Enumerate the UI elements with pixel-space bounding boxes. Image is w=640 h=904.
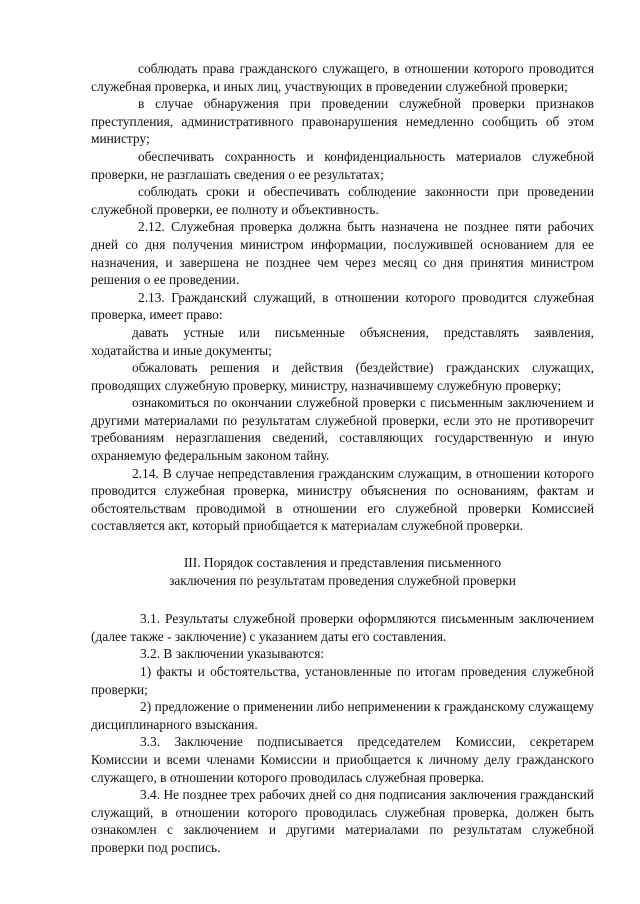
paragraph-report-crime: в случае обнаружения при проведении служебной проверки признаков преступления, административного правонарушения немедленно сообщить об этом министру; xyxy=(91,96,594,147)
paragraph-deadlines: соблюдать сроки и обеспечивать соблюдение законности при проведении служебной проверки, ее полноту и объективность. xyxy=(91,184,594,217)
paragraph-3-1: 3.1. Результаты служебной проверки оформляются письменным заключением (далее также - заключение) с указанием даты его составления. xyxy=(91,611,594,644)
section-heading xyxy=(91,554,594,589)
paragraph-2-12: 2.12. Служебная проверка должна быть назначена не позднее пяти рабочих дней со дня получения министром информации, послужившей основанием для ее назначения, и завершена не позднее чем через месяц со дня принятия министром решения о ее проведении. xyxy=(91,219,594,288)
paragraph-3-2: 3.2. В заключении указываются: xyxy=(140,646,325,662)
paragraph-2-13: 2.13. Гражданский служащий, в отношении которого проводится служебная проверка, имеет право: xyxy=(91,289,594,323)
section-heading-line-2: заключения по результатам проведения служебной проверки xyxy=(169,572,516,588)
document-body xyxy=(91,60,594,857)
paragraph-right-appeal: обжаловать решения и действия (бездействие) гражданских служащих, проводящих служебную проверку, министру, назначившему служебную проверку; xyxy=(91,360,594,393)
paragraph-right-explanations: давать устные или письменные объяснения, представлять заявления, ходатайства и иные документы; xyxy=(91,324,594,358)
paragraph-confidentiality: обеспечивать сохранность и конфиденциальность материалов служебной проверки, не разглашать сведения о ее результатах; xyxy=(91,148,594,182)
paragraph-observe-rights: соблюдать права гражданского служащего, в отношении которого проводится служебная проверка, и иных лиц, участвующих в проведении служебной проверки; xyxy=(91,61,594,94)
paragraph-3-4: 3.4. Не позднее трех рабочих дней со дня подписания заключения гражданский служащий, в отношении которого проводилась служебная проверка, должен быть ознакомлен с заключением и другими материалами по результатам служебной проверки под роспись. xyxy=(91,787,594,855)
paragraph-3-2-item-2: 2) предложение о применении либо неприменении к гражданскому служащему дисциплинарного взыскания. xyxy=(91,699,594,732)
paragraph-3-2-item-1: 1) факты и обстоятельства, установленные по итогам проведения служебной проверки; xyxy=(91,664,594,697)
paragraph-2-14: 2.14. В случае непредставления гражданским служащим, в отношении которого проводится служебная проверка, министру объяснения по основаниям, фактам и обстоятельствам проводимой в отношении его служебной проверки Комиссией составляется акт, который приобщается к материалам служебной проверки. xyxy=(91,465,594,534)
paragraph-right-familiarize: ознакомиться по окончании служебной проверки с письменным заключением и другими материалами по результатам служебной проверки, если это не противоречит требованиям неразглашения сведений, составляющих государственную и иную охраняемую федеральным законом тайну. xyxy=(91,395,594,464)
section-heading-line-1: III. Порядок составления и представления письменного xyxy=(183,555,502,571)
paragraph-3-3: 3.3. Заключение подписывается председателем Комиссии, секретарем Комиссии и всеми членами Комиссии и приобщается к личному делу гражданского служащего, в отношении которого проводилась служебная проверка. xyxy=(91,734,594,785)
